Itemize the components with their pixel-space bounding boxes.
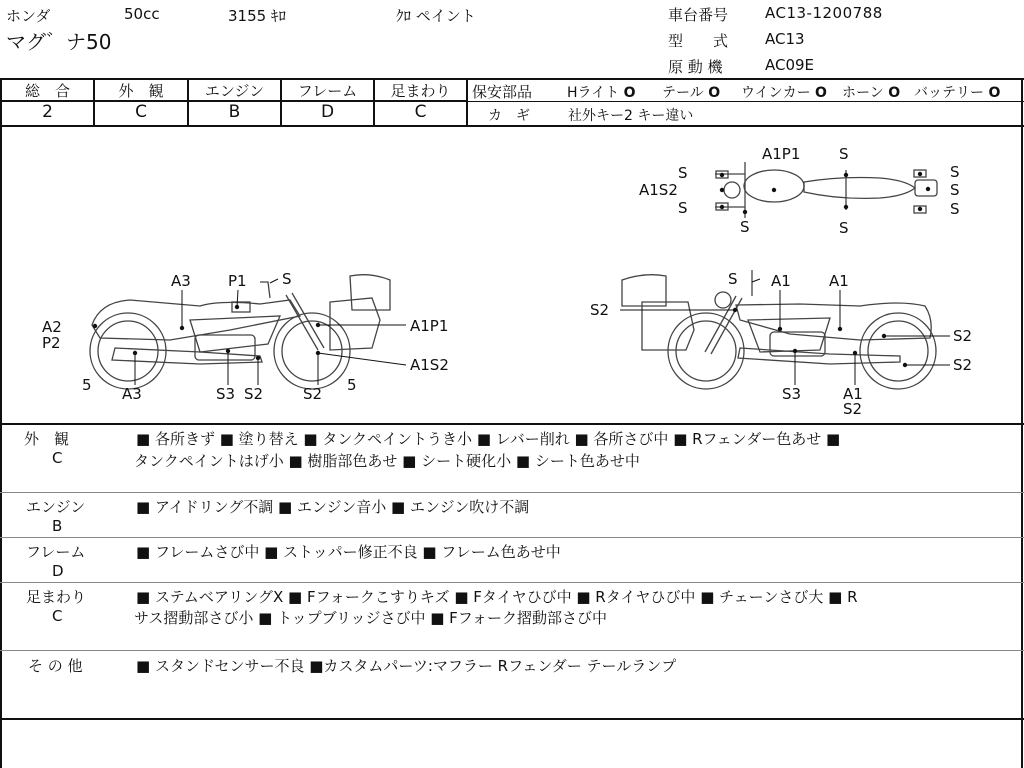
grade-overall-value: 2	[42, 102, 53, 122]
label-right-a1: A1	[771, 272, 791, 290]
label-top-s: S	[950, 181, 960, 199]
divider	[0, 492, 1024, 493]
label-left-p1: P1	[228, 272, 247, 290]
note-category-frame: フレーム	[26, 543, 86, 561]
divider	[0, 537, 1024, 538]
label-right-s2: S2	[843, 400, 863, 418]
safety-item-name: ウインカー	[741, 85, 811, 101]
label-left-a1p1: A1P1	[410, 317, 449, 335]
grade-engine-value: B	[228, 102, 241, 122]
note-category-other: そ の 他	[28, 657, 83, 675]
engine-label: 原 動 機	[668, 58, 723, 76]
damage-point	[926, 187, 930, 191]
note-grade-suspension: C	[52, 607, 63, 625]
safety-item-mark: O	[888, 85, 901, 101]
note-grade-exterior: C	[52, 449, 63, 467]
label-left-a2: A2	[42, 318, 62, 336]
grade-engine-label: エンジン	[204, 82, 265, 100]
note-text-other: ■ スタンドセンサー不良 ■カスタムパーツ:マフラー Rフェンダー テールランプ	[136, 657, 677, 675]
label-left-a3-bottom: A3	[122, 385, 142, 403]
safety-item-name: ホーン	[842, 85, 884, 101]
key-value: 社外キー2 キー違い	[568, 108, 694, 124]
label-top-s: S	[839, 219, 849, 237]
note-category-engine: エンジン	[26, 498, 86, 516]
label-left-a1s2: A1S2	[410, 356, 449, 374]
safety-item-mark: O	[815, 85, 827, 101]
label-left-s3: S3	[216, 385, 236, 403]
grade-frame-value: D	[320, 102, 335, 122]
label-top-s: S	[678, 199, 688, 217]
damage-point	[844, 173, 848, 177]
top-view-points	[720, 172, 930, 214]
safety-item-headlight	[567, 82, 635, 102]
damage-point	[720, 188, 724, 192]
note-text-exterior-line1: ■ 各所きず ■ 塗り替え ■ タンクペイントうき小 ■ レバー削れ ■ 各所さび中 ■ Rフェンダー色あせ ■	[136, 430, 841, 448]
safety-item-name: バッテリー	[914, 85, 984, 101]
safety-item-mark: O	[988, 85, 1001, 101]
grade-suspension-label: 足まわり	[390, 82, 451, 100]
damage-diagram	[0, 126, 1024, 424]
note-text-exterior-line2: タンクペイントはげ小 ■ 樹脂部色あせ ■ シート硬化小 ■ シート色あせ中	[134, 452, 640, 470]
frame-no: AC13-1200788	[765, 4, 883, 22]
label-left-s2: S2	[303, 385, 323, 403]
label-top-s: S	[740, 218, 750, 236]
type-label: 型 式	[668, 32, 729, 50]
grade-frame-label: フレーム	[297, 82, 358, 100]
damage-point	[844, 205, 848, 209]
safety-item-winker	[741, 82, 827, 102]
safety-item-tail	[662, 82, 720, 102]
label-top-s: S	[678, 164, 688, 182]
safety-item-horn	[842, 82, 900, 102]
note-text-suspension-line2: サス摺動部さび小 ■ トップブリッジさび中 ■ Fフォーク摺動部さび中	[134, 609, 608, 627]
divider	[0, 582, 1024, 583]
label-left-5: 5	[82, 376, 92, 394]
type-value: AC13	[765, 30, 805, 48]
frame-no-label: 車台番号	[668, 6, 729, 24]
label-top-s: S	[950, 200, 960, 218]
safety-item-battery	[914, 82, 1000, 102]
damage-point	[743, 210, 747, 214]
mileage: 3155 ｷﾛ	[228, 7, 286, 25]
label-top-s: S	[950, 163, 960, 181]
grade-overall-label: 総 合	[24, 82, 70, 100]
label-right-s2: S2	[953, 356, 973, 374]
safety-item-name: テール	[662, 85, 704, 101]
divider	[466, 78, 468, 126]
safety-item-mark: O	[623, 85, 636, 101]
label-left-5: 5	[347, 376, 357, 394]
safety-label: 保安部品	[472, 83, 533, 101]
note-grade-frame: D	[52, 562, 64, 580]
label-left-a3: A3	[171, 272, 191, 290]
label-right-s2: S2	[590, 301, 610, 319]
label-top-s: S	[839, 145, 849, 163]
grade-suspension-value: C	[414, 102, 427, 122]
note-text-engine: ■ アイドリング不調 ■ エンジン音小 ■ エンジン吹け不調	[136, 498, 530, 516]
label-right-a1: A1	[829, 272, 849, 290]
label-right-a1: A1	[843, 385, 863, 403]
divider	[0, 650, 1024, 651]
damage-point	[93, 324, 97, 328]
engine-value: AC09E	[765, 56, 815, 74]
damage-point	[772, 188, 776, 192]
label-right-s: S	[728, 270, 738, 288]
label-left-s2: S2	[244, 385, 264, 403]
maker: ホンダ	[6, 7, 51, 25]
left-leader-lines	[135, 279, 406, 385]
damage-point	[918, 207, 922, 211]
note-category-suspension: 足まわり	[26, 588, 87, 606]
damage-point	[720, 205, 724, 209]
label-left-s: S	[282, 270, 292, 288]
displacement: 50cc	[124, 5, 160, 23]
model-name: マグ゛ナ50	[6, 30, 112, 54]
label-right-s2: S2	[953, 327, 973, 345]
note-category-exterior: 外 観	[24, 430, 70, 448]
grade-exterior-value: C	[135, 102, 147, 122]
key-label: カ ギ	[488, 108, 530, 124]
damage-point	[918, 172, 922, 176]
safety-item-name: Hライト	[567, 85, 620, 101]
label-top-a1s2: A1S2	[639, 181, 678, 199]
note-text-suspension-line1: ■ ステムベアリングX ■ Fフォークこすりキズ ■ Fタイヤひび中 ■ Rタイヤひび中 ■ チェーンさび大 ■ R	[136, 588, 858, 606]
divider	[0, 423, 1024, 425]
divider	[0, 718, 1024, 720]
label-left-p2: P2	[42, 334, 61, 352]
damage-point	[720, 173, 724, 177]
label-top-a1p1: A1P1	[762, 145, 801, 163]
note-text-frame: ■ フレームさび中 ■ ストッパー修正不良 ■ フレーム色あせ中	[136, 543, 561, 561]
grade-exterior-label: 外 観	[118, 82, 164, 100]
label-right-s3: S3	[782, 385, 802, 403]
color: ｸﾛ ペイント	[396, 7, 476, 25]
top-view-bike	[715, 162, 937, 218]
safety-item-mark: O	[708, 85, 721, 101]
note-grade-engine: B	[52, 517, 63, 535]
